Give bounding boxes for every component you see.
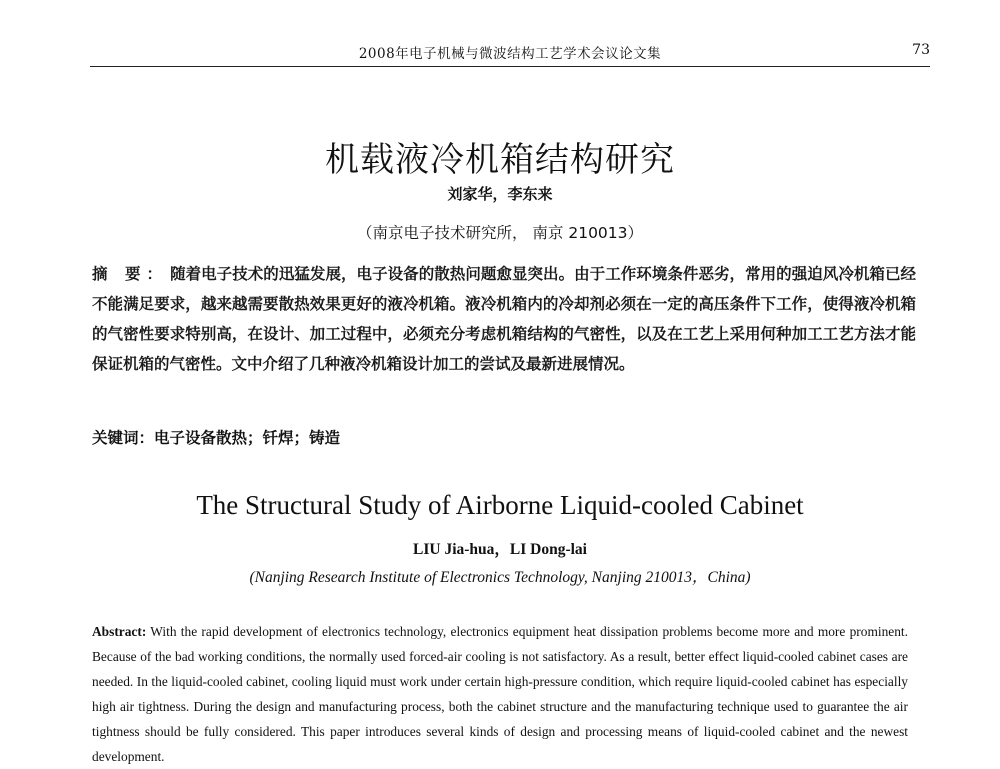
english-affiliation: (Nanjing Research Institute of Electronics Technology, Nanjing 210013，China) [249,569,751,586]
page-number: 73 [912,42,930,58]
chinese-affiliation: （南京电子技术研究所， 南京 210013） [356,224,644,242]
english-abstract [92,619,908,769]
english-title: The Structural Study of Airborne Liquid-cooled Cabinet [196,490,804,520]
chinese-title: 机载液冷机箱结构研究 [325,140,675,180]
chinese-keywords-label: 关键词： [92,429,155,447]
english-abstract-text: With the rapid development of electronics technology, electronics equipment heat dissipation problems become more and more prominent. Because of the bad working conditions, the normally used forced-air cooling is not satisfactory. As a result, better effect liquid-cooled cabinet cases are needed. In the liquid-cooled cabinet, cooling liquid must work under certain high-pressure condition, which require liquid-cooled cabinet has especially high air tightness. During the design and manufacturing process, both the cabinet structure and the manufacturing technique used to guarantee the air tightness should be fully considered. This paper introduces several kinds of design and processing means of liquid-cooled cabinet and the newest development. [92,624,908,764]
chinese-authors: 刘家华，李东来 [447,185,553,203]
running-header [90,40,930,67]
chinese-abstract-label: 摘 要： [92,265,169,283]
english-authors: LIU Jia-hua，LI Dong-lai [413,541,587,558]
english-abstract-label: Abstract: [92,624,147,639]
chinese-keywords [92,426,916,448]
chinese-keywords-text: 电子设备散热；钎焊；铸造 [154,429,341,447]
chinese-abstract-text: 随着电子技术的迅猛发展，电子设备的散热问题愈显突出。由于工作环境条件恶劣，常用的强迫风冷机箱已经不能满足要求，越来越需要散热效果更好的液冷机箱。液冷机箱内的冷却剂必须在一定的高压条件下工作，使得液冷机箱的气密性要求特别高，在设计、加工过程中，必须充分考虑机箱结构的气密性，以及在工艺上采用何种加工工艺方法才能保证机箱的气密性。文中介绍了几种液冷机箱设计加工的尝试及最新进展情况。 [92,265,916,373]
journal-name: 2008年电子机械与微波结构工艺学术会议论文集 [358,46,662,62]
chinese-abstract [92,259,916,379]
